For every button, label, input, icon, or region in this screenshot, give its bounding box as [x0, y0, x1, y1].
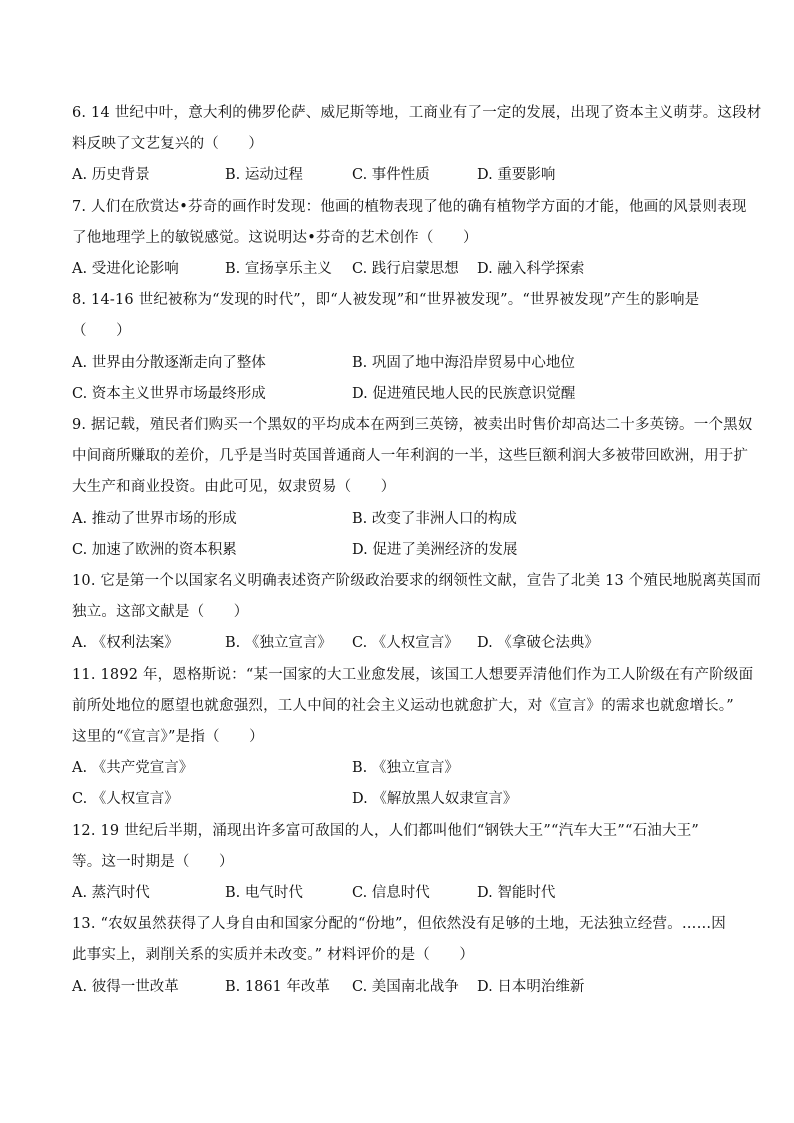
- question-stem-line: 等。这一时期是（ ）: [72, 853, 234, 870]
- option-row: [72, 254, 722, 285]
- option-b: B. 电气时代: [225, 884, 303, 901]
- option-row: [72, 878, 722, 909]
- question-stem-line: 料反映了文艺复兴的（ ）: [72, 136, 264, 153]
- option-a: A. 彼得一世改革: [72, 978, 179, 995]
- option-row: [72, 972, 722, 1003]
- question-stem-line: 8. 14-16 世纪被称为“发现的时代”，即“人被发现”和“世界被发现”。“世界被发现”产生的影响是: [72, 292, 700, 309]
- option-c: C. 美国南北战争: [352, 978, 459, 995]
- option-row: [72, 504, 722, 535]
- question-stem-line: 11. 1892 年，恩格斯说：“某一国家的大工业愈发展，该国工人想要弄清他们作为工人阶级在有产阶级面: [72, 666, 754, 683]
- question-stem-line: 独立。这部文献是（ ）: [72, 604, 249, 621]
- option-b: B. 《独立宣言》: [352, 760, 459, 777]
- question-9: [72, 410, 753, 566]
- option-c: C. 践行启蒙思想: [352, 261, 459, 277]
- option-a: A. 蒸汽时代: [72, 884, 150, 901]
- option-row: [72, 535, 722, 566]
- option-c: C. 加速了欧洲的资本积累: [72, 541, 237, 558]
- question-12: [72, 816, 722, 910]
- option-row: [72, 160, 722, 191]
- option-row: [72, 784, 722, 815]
- option-d: D. 融入科学探索: [477, 261, 585, 277]
- option-row: [72, 348, 722, 379]
- question-stem-line: 12. 19 世纪后半期，涌现出许多富可敌国的人，人们都叫他们“钢铁大王”“汽车大王”“石油大王”: [72, 822, 700, 839]
- option-row: [72, 753, 722, 784]
- option-d: D. 重要影响: [477, 167, 556, 184]
- question-stem-line: 7. 人们在欣赏达•芬奇的画作时发现：他画的植物表现了他的确有植物学方面的才能，他画的风景则表现: [72, 198, 747, 215]
- question-10: [72, 566, 762, 660]
- option-a: A. 受进化论影响: [72, 261, 179, 277]
- option-c: C. 信息时代: [352, 884, 430, 901]
- question-stem-line: 9. 据记载，殖民者们购买一个黑奴的平均成本在两到三英镑，被卖出时售价却高达二十多英镑。一个黑奴: [72, 416, 753, 433]
- question-stem-line: 6. 14 世纪中叶，意大利的佛罗伦萨、威尼斯等地，工商业有了一定的发展，出现了资本主义萌芽。这段材: [72, 105, 762, 121]
- option-d: D. 智能时代: [477, 884, 556, 901]
- option-a: A. 世界由分散逐渐走向了整体: [72, 354, 266, 371]
- option-b: B. 巩固了地中海沿岸贸易中心地位: [352, 354, 575, 371]
- question-6: [72, 98, 762, 192]
- option-row: [72, 628, 722, 659]
- option-c: C. 事件性质: [352, 167, 430, 184]
- question-11: [72, 660, 754, 816]
- option-c: C. 资本主义世界市场最终形成: [72, 385, 266, 402]
- question-stem-line: 此事实上，剥削关系的实质并未改变。” 材料评价的是（ ）: [72, 947, 475, 964]
- option-d: D. 《解放黑人奴隶宣言》: [352, 791, 518, 808]
- option-b: B. 运动过程: [225, 167, 303, 184]
- option-d: D. 促进了美洲经济的发展: [352, 541, 518, 558]
- option-a: A. 《共产党宣言》: [72, 760, 194, 777]
- question-13: [72, 909, 727, 1003]
- option-c: C. 《人权宣言》: [352, 635, 459, 652]
- option-c: C. 《人权宣言》: [72, 791, 179, 808]
- option-d: D. 促进殖民地人民的民族意识觉醒: [352, 385, 576, 402]
- option-a: A. 历史背景: [72, 167, 150, 184]
- question-8: [72, 285, 722, 410]
- question-7: [72, 192, 747, 286]
- option-b: B. 1861 年改革: [225, 978, 330, 995]
- question-stem-line: 前所处地位的愿望也就愈强烈，工人中间的社会主义运动也就愈扩大，对《宣言》的需求也就愈增长。”: [72, 697, 734, 714]
- option-row: [72, 379, 722, 410]
- question-stem-line: 中间商所赚取的差价，几乎是当时英国普通商人一年利润的一半，这些巨额利润大多被带回欧洲，用于扩: [72, 448, 749, 465]
- question-list: [72, 98, 762, 1003]
- question-stem-line: 这里的“《宣言》”是指（ ）: [72, 728, 264, 745]
- option-b: B. 《独立宣言》: [225, 635, 332, 652]
- option-b: B. 改变了非洲人口的构成: [352, 510, 517, 527]
- option-b: B. 宣扬享乐主义: [225, 261, 332, 277]
- option-d: D. 日本明治维新: [477, 978, 585, 995]
- question-stem-line: 13. “农奴虽然获得了人身自由和国家分配的“份地”，但依然没有足够的土地，无法独立经营。……因: [72, 916, 727, 933]
- option-d: D. 《拿破仑法典》: [477, 635, 599, 652]
- option-a: A. 《权利法案》: [72, 635, 179, 652]
- question-stem-line: 10. 它是第一个以国家名义明确表述资产阶级政治要求的纲领性文献，宣告了北美 13 个殖民地脱离英国而: [72, 572, 762, 589]
- question-stem-line: （ ）: [72, 323, 131, 340]
- option-a: A. 推动了世界市场的形成: [72, 510, 237, 527]
- question-stem-line: 了他地理学上的敏锐感觉。这说明达•芬奇的艺术创作（ ）: [72, 229, 478, 246]
- question-stem-line: 大生产和商业投资。由此可见，奴隶贸易（ ）: [72, 479, 396, 496]
